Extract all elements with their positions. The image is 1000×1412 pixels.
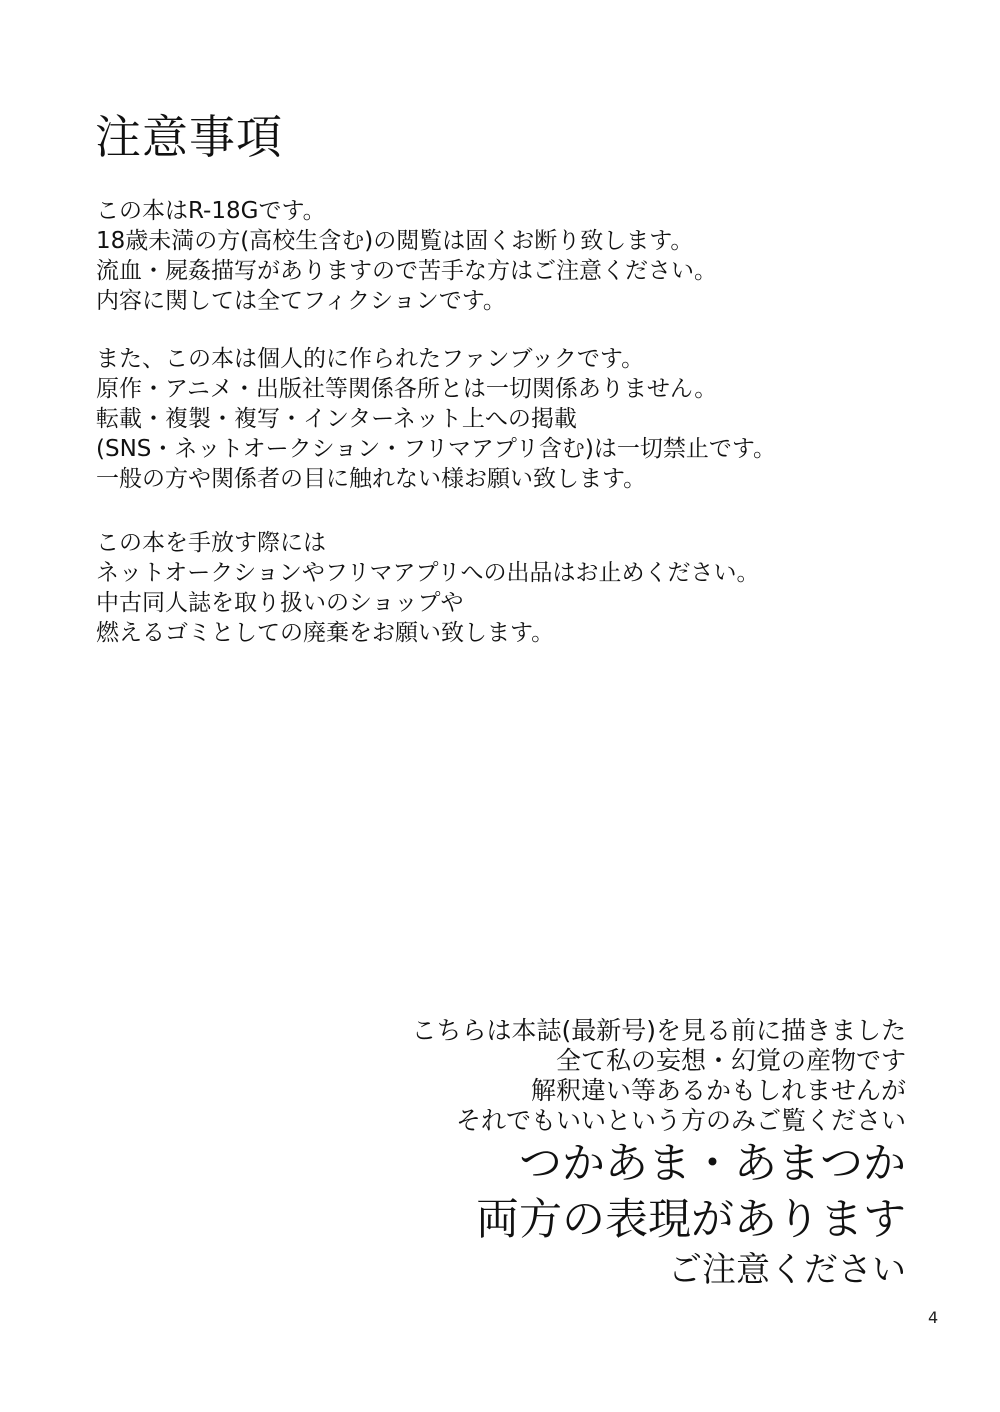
notice-line: 内容に関しては全てフィクションです。 xyxy=(96,288,506,314)
notice-line: 燃えるゴミとしての廃棄をお願い致します。 xyxy=(96,620,555,646)
closing-emphasis-line: 両方の表現があります xyxy=(476,1195,906,1245)
notice-line: 原作・アニメ・出版社等関係各所とは一切関係ありません。 xyxy=(96,376,718,402)
notice-paragraph-rating xyxy=(96,196,717,316)
notice-line: 中古同人誌を取り扱いのショップや xyxy=(96,590,464,616)
notice-line: この本はR-18Gです。 xyxy=(96,198,326,224)
notice-line: 18歳未満の方(高校生含む)の閲覧は固くお断り致します。 xyxy=(96,228,694,254)
notice-line: 流血・屍姦描写がありますので苦手な方はご注意ください。 xyxy=(96,258,717,284)
notice-paragraph-disposal xyxy=(96,528,760,648)
closing-line: こちらは本誌(最新号)を見る前に描きました xyxy=(411,1016,906,1045)
closing-emphasis-line: つかあま・あまつか xyxy=(519,1139,906,1189)
notice-line: 一般の方や関係者の目に触れない様お願い致します。 xyxy=(96,466,647,492)
notice-line: ネットオークションやフリマアプリへの出品はお止めください。 xyxy=(96,560,760,586)
page-title: 注意事項 xyxy=(95,110,283,164)
notice-paragraph-fanbook xyxy=(96,344,776,494)
notice-line: 転載・複製・複写・インターネット上への掲載 xyxy=(96,406,577,432)
notice-line: この本を手放す際には xyxy=(96,530,326,556)
page-number: 4 xyxy=(928,1308,939,1327)
closing-warning: ご注意ください xyxy=(668,1250,906,1290)
closing-line: 全て私の妄想・幻覚の産物です xyxy=(555,1046,906,1075)
notice-line: また、この本は個人的に作られたファンブックです。 xyxy=(96,346,645,372)
notice-line: (SNS・ネットオークション・フリマアプリ含む)は一切禁止です。 xyxy=(96,436,777,462)
closing-line: それでもいいという方のみご覧ください xyxy=(455,1106,906,1135)
closing-line: 解釈違い等あるかもしれませんが xyxy=(530,1076,906,1105)
closing-note xyxy=(411,1016,906,1292)
